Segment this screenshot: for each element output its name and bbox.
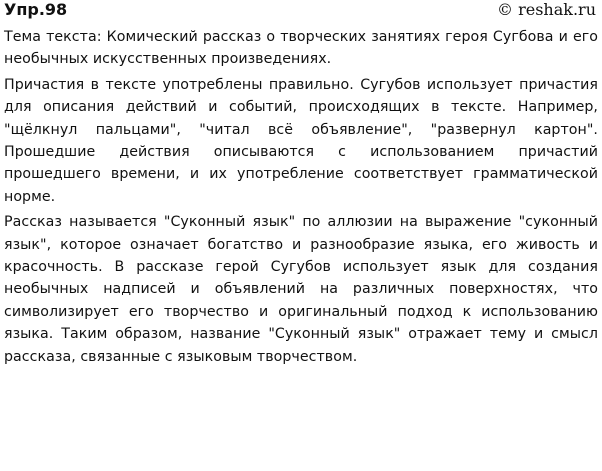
exercise-title: Упр.98 <box>4 0 68 19</box>
paragraph-participles: Причастия в тексте употреблены правильно. Сугубов использует причастия для описания действий и событий, происходящих в тексте. Например, "щёлкнул пальцами", "читал всё объявление", "развернул картон". Прошедшие действия описываются с использованием причастий прошедшего времени, и их употребление соответствует грамматической норме. <box>4 76 598 205</box>
paragraph-title-meaning: Рассказ называется "Суконный язык" по аллюзии на выражение "суконный язык", которое означает богатство и разнообразие языка, его живость и красочность. В рассказе герой Сугубов использует язык для создания необычных надписей и объявлений на различных поверхностях, что символизирует его творчество и оригинальный подход к использованию языка. Таким образом, название "Суконный язык" отражает тему и смысл рассказа, связанные с языковым творчеством. <box>4 214 598 365</box>
paragraph-topic: Тема текста: Комический рассказ о творческих занятиях героя Сугбова и его необычных искусственных произведениях. <box>4 29 598 68</box>
site-watermark: © reshak.ru <box>497 0 596 19</box>
header <box>4 0 598 26</box>
